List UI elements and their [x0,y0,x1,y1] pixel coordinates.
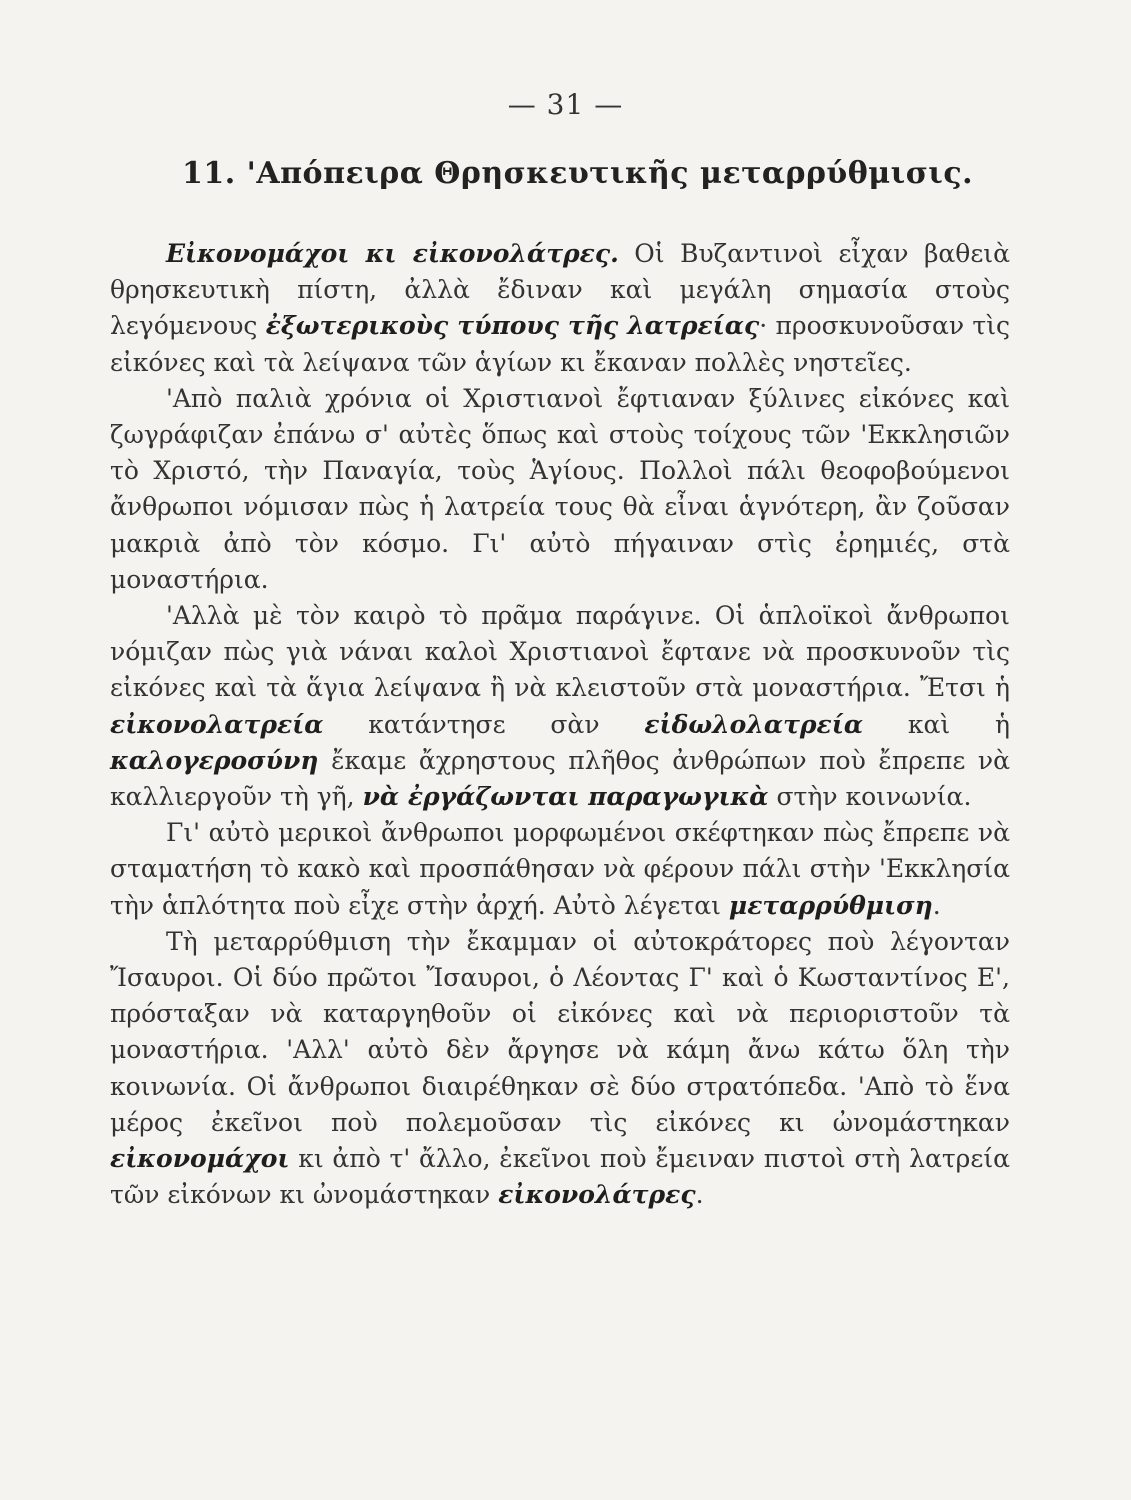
text-run: στὴν κοινωνία. [768,782,972,812]
text-run: κι ἀπὸ τ' ἄλλο, ἐκεῖνοι ποὺ ἔμειναν πιστοὶ στὴ λατρεία τῶν εἰκόνων κι ὠνομάστηκαν [110,1144,1010,1210]
emphasis: εἰκονολάτρες [498,1180,696,1210]
paragraph-4 [110,815,1010,924]
section-heading: 11. 'Απόπειρα Θρησκευτικῆς μεταρρύθμισις. [182,156,974,191]
text-run: . [932,890,941,920]
text-run: Τὴ μεταρρύθμιση τὴν ἔκαμμαν οἱ αὐτοκράτορες ποὺ λέγονταν Ἴσαυροι. Οἱ δύο πρῶτοι Ἴσαυροι, ὁ Λέοντας Γ' καὶ ὁ Κωσταντίνος Ε', πρόσταξαν νὰ καταργηθοῦν οἱ εἰκόνες καὶ νὰ περιοριστοῦν τὰ μοναστήρια. 'Αλλ' αὐτὸ δὲν ἄργησε νὰ κάμη ἄνω κάτω ὅλη τὴν κοινωνία. Οἱ ἄνθρωποι διαιρέθηκαν σὲ δύο στρατόπεδα. 'Απὸ τὸ ἕνα μέρος ἐκεῖνοι ποὺ πολεμοῦσαν τὶς εἰκόνες κι ὠνομάστηκαν [110,926,1010,1137]
emphasis: μεταρρύθμιση [728,890,933,920]
text-run: κατάντησε σὰν [323,709,645,739]
text-run: 'Απὸ παλιὰ χρόνια οἱ Χριστιανοὶ ἔφτιαναν ξύλινες εἰκόνες καὶ ζωγράφιζαν ἐπάνω σ' αὐτὲς ὅπως καὶ στοὺς τοίχους τῶν 'Εκκλησιῶν τὸ Χριστό, τὴν Παναγία, τοὺς Ἁγίους. Πολλοὶ πάλι θεοφοβούμενοι ἄνθρωποι νόμισαν πὼς ἡ λατρεία τους θὰ εἶναι ἁγνότερη, ἂν ζοῦσαν μακριὰ ἀπὸ τὸν κόσμο. Γι' αὐτὸ πήγαιναν στὶς ἐρημιές, στὰ μοναστήρια. [110,383,1010,594]
emphasis: εἰδωλολατρεία [644,709,864,739]
text-run: · προσκυνοῦσαν τὶς εἰκόνες καὶ τὰ λείψανα τῶν ἁγίων κι ἔκαναν πολλὲς νηστεῖες. [110,311,1011,377]
paragraph-1 [110,236,1010,381]
body-text [110,236,1010,1213]
text-run: Γι' αὐτὸ μερικοὶ ἄνθρωποι μορφωμένοι σκέφτηκαν πὼς ἔπρεπε νὰ σταματήση τὸ κακὸ καὶ προσπάθησαν νὰ φέρουν πάλι στὴν 'Εκκλησία τὴν ἁπλότητα ποὺ εἶχε στὴν ἀρχή. Αὐτὸ λέγεται [110,818,1010,920]
paragraph-2 [110,381,1010,598]
text-run: καὶ ἡ [863,709,1011,739]
text-run: ἔκαμε ἄχρηστους πλῆθος ἀνθρώπων ποὺ ἔπρεπε νὰ καλλιεργοῦν τὴ γῆ, [110,745,1010,812]
emphasis: εἰκονομάχοι [110,1144,290,1174]
emphasis: νὰ ἐργάζωνται παραγωγικὰ [362,782,769,812]
paragraph-5 [110,924,1010,1214]
emphasis: εἰκονολατρεία [110,709,324,739]
text-run: Οἱ Βυζαντινοὶ εἶχαν βαθειὰ θρησκευτικὴ πίστη, ἀλλὰ ἔδιναν καὶ μεγάλη σημασία στοὺς λεγόμενους [110,239,1010,341]
text-run: 'Αλλὰ μὲ τὸν καιρὸ τὸ πρᾶμα παράγινε. Οἱ ἁπλοϊκοὶ ἄνθρωποι νόμιζαν πὼς γιὰ νάναι καλοὶ Χριστιανοὶ ἔφτανε νὰ προσκυνοῦν τὶς εἰκόνες καὶ τὰ ἅγια λείψανα ἢ νὰ κλειστοῦν στὰ μοναστήρια. Ἔτσι ἡ [110,601,1010,703]
emphasis: ἐξωτερικοὺς τύπους τῆς λατρείας [265,311,760,341]
text-run: . [695,1180,704,1210]
lead-phrase: Εἰκονομάχοι κι εἰκονολάτρες. [166,239,619,268]
paragraph-3 [110,598,1010,815]
emphasis: καλογεροσύνη [110,745,319,775]
page-number: — 31 — [507,88,624,121]
